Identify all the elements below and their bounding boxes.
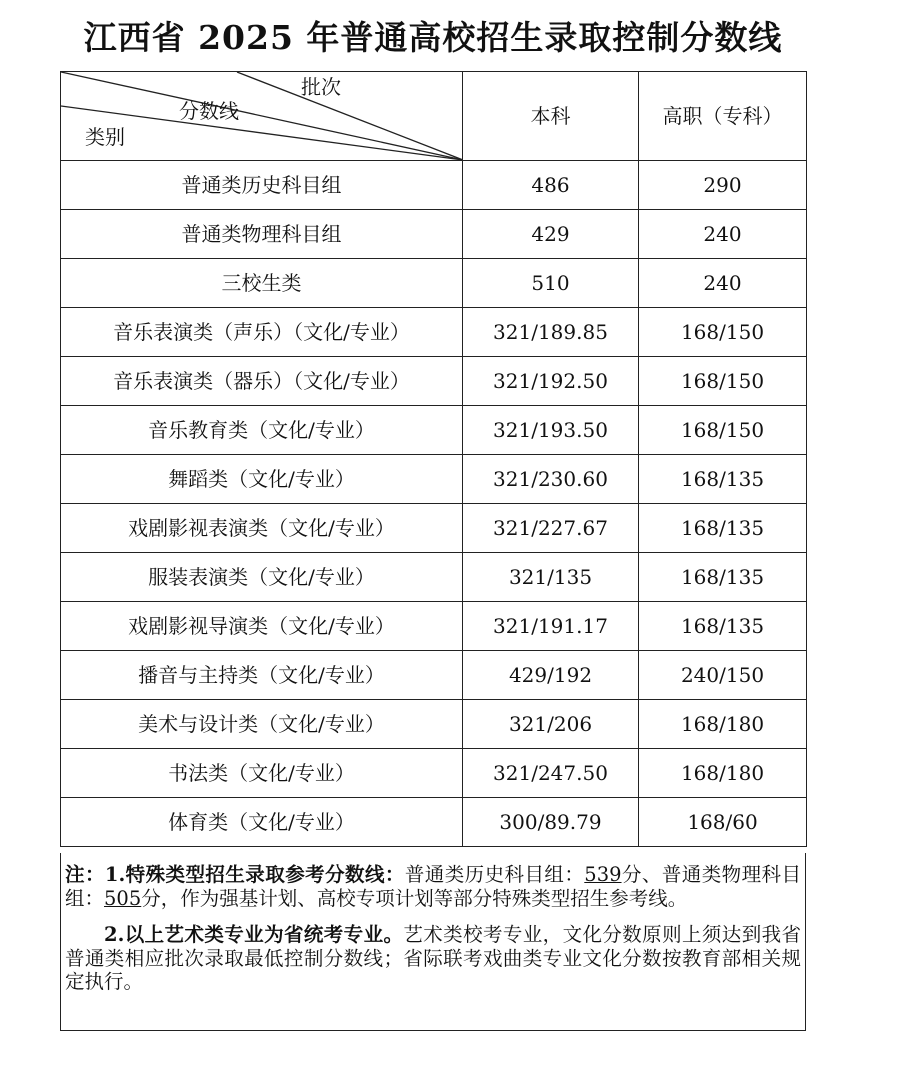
row-category: 普通类物理科目组 [61,210,463,259]
row-vocational-score: 168/135 [639,504,807,553]
row-undergrad-score: 321/206 [463,700,639,749]
header-batch-label: 批次 [301,75,341,99]
header-vocational: 高职（专科） [639,72,807,161]
row-category: 体育类（文化/专业） [61,798,463,847]
row-vocational-score: 240 [639,259,807,308]
row-undergrad-score: 321/227.67 [463,504,639,553]
row-category: 音乐表演类（声乐）（文化/专业） [61,308,463,357]
row-vocational-score: 168/180 [639,700,807,749]
notes-section [60,853,806,1031]
table-row [61,210,807,259]
row-undergrad-score: 510 [463,259,639,308]
table-row [61,602,807,651]
note-2-lead: 2.以上艺术类专业为省统考专业。 [104,923,404,946]
note-1-text-b: 分、普通类物理科目组： [65,863,801,910]
table-row [61,553,807,602]
table-row [61,161,807,210]
row-vocational-score: 290 [639,161,807,210]
row-vocational-score: 168/135 [639,602,807,651]
row-category: 三校生类 [61,259,463,308]
score-table [60,71,807,847]
row-category: 音乐教育类（文化/专业） [61,406,463,455]
row-undergrad-score: 321/247.50 [463,749,639,798]
header-category-label: 类别 [85,125,125,149]
row-vocational-score: 168/150 [639,357,807,406]
table-row [61,357,807,406]
row-undergrad-score: 321/189.85 [463,308,639,357]
row-category: 服装表演类（文化/专业） [61,553,463,602]
row-category: 美术与设计类（文化/专业） [61,700,463,749]
page-title: 江西省 2025 年普通高校招生录取控制分数线 [83,18,783,57]
row-undergrad-score: 321/192.50 [463,357,639,406]
note-2 [65,923,801,994]
table-row [61,259,807,308]
row-undergrad-score: 321/191.17 [463,602,639,651]
row-undergrad-score: 321/135 [463,553,639,602]
note-1 [65,863,801,910]
row-undergrad-score: 321/193.50 [463,406,639,455]
row-category: 音乐表演类（器乐）（文化/专业） [61,357,463,406]
note-1-physics-score: 505 [104,886,142,910]
note-2-text: 艺术类校考专业，文化分数原则上须达到我省普通类相应批次录取最低控制分数线；省际联考戏曲类专业文化分数按教育部相关规定执行。 [65,923,801,993]
diagonal-header-cell [61,72,463,161]
header-undergrad: 本科 [463,72,639,161]
row-undergrad-score: 429/192 [463,651,639,700]
table-row [61,798,807,847]
row-vocational-score: 168/60 [639,798,807,847]
note-1-lead: 注：1.特殊类型招生录取参考分数线： [65,863,405,886]
table-row [61,749,807,798]
row-vocational-score: 168/135 [639,455,807,504]
row-undergrad-score: 300/89.79 [463,798,639,847]
row-category: 播音与主持类（文化/专业） [61,651,463,700]
row-undergrad-score: 429 [463,210,639,259]
table-header-row [61,72,807,161]
row-vocational-score: 240 [639,210,807,259]
row-category: 普通类历史科目组 [61,161,463,210]
row-vocational-score: 168/150 [639,308,807,357]
table-row [61,308,807,357]
row-vocational-score: 240/150 [639,651,807,700]
table-row [61,455,807,504]
table-row [61,504,807,553]
row-category: 舞蹈类（文化/专业） [61,455,463,504]
note-1-history-score: 539 [584,863,622,886]
note-1-text-c: 分，作为强基计划、高校专项计划等部分特殊类型招生参考线。 [141,886,688,910]
note-1-text-a: 普通类历史科目组： [404,863,585,886]
row-category: 书法类（文化/专业） [61,749,463,798]
row-vocational-score: 168/180 [639,749,807,798]
row-vocational-score: 168/150 [639,406,807,455]
row-vocational-score: 168/135 [639,553,807,602]
header-score-label: 分数线 [179,99,239,123]
row-undergrad-score: 321/230.60 [463,455,639,504]
row-category: 戏剧影视表演类（文化/专业） [61,504,463,553]
row-undergrad-score: 486 [463,161,639,210]
table-row [61,406,807,455]
table-row [61,651,807,700]
row-category: 戏剧影视导演类（文化/专业） [61,602,463,651]
table-row [61,700,807,749]
